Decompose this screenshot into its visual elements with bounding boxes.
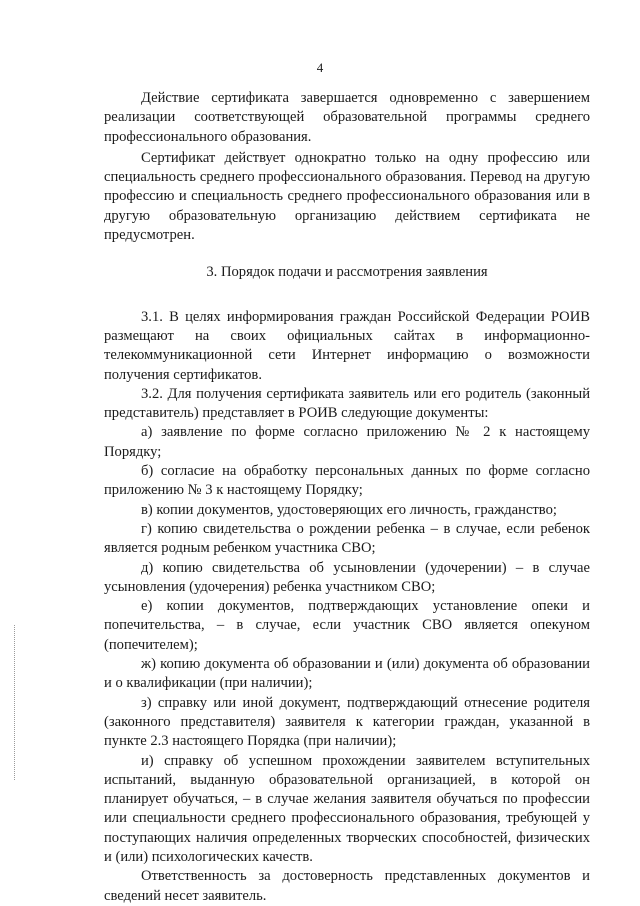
section-heading: 3. Порядок подачи и рассмотрения заявления bbox=[206, 264, 488, 281]
paragraph-certificate-validity: Действие сертификата завершается одновременно с завершением реализации соответствующей образовательной программы среднего профессионального образования. bbox=[104, 90, 590, 145]
paragraph-3-2: 3.2. Для получения сертификата заявитель или его родитель (законный представитель) представляет в РОИВ следующие документы: bbox=[104, 385, 590, 422]
list-item-e: е) копии документов, подтверждающих установление опеки и попечительства, – в случае, если участник СВО является опекуном (попечителем); bbox=[104, 598, 590, 653]
list-item-z: з) справку или иной документ, подтверждающий отнесение родителя (законного представителя) заявителя к категории граждан, указанной в пункте 2.3 настоящего Порядка (при наличии); bbox=[104, 694, 590, 750]
list-item-v: в) копии документов, удостоверяющих его личность, гражданство; bbox=[141, 501, 557, 518]
list-item-i: и) справку об успешном прохождении заявителем вступительных испытаний, выданную образовательной организацией, в которой он планирует обучаться, – в случае желания заявителя обучаться по профессии или специальности среднего профессионального образования, требующей у поступающих наличия определенных творческих способностей, физических и (или) психологических качеств. bbox=[104, 752, 590, 865]
list-item-zh: ж) копию документа об образовании и (или) документа об образовании и о квалификации (при наличии); bbox=[104, 656, 590, 692]
paragraph-certificate-single-use: Сертификат действует однократно только на одну профессию или специальность среднего профессионального образования. Перевод на другую профессию и специальность среднего профессионального образования или в другую образовательную организацию действием сертификата не предусмотрен. bbox=[104, 149, 590, 244]
page-number: 4 bbox=[316, 60, 324, 75]
list-item-b: б) согласие на обработку персональных данных по форме согласно приложению № 3 к настоящему Порядку; bbox=[104, 463, 590, 499]
list-item-g: г) копию свидетельства о рождении ребенка – в случае, если ребенок является родным ребенком участника СВО; bbox=[104, 520, 590, 557]
list-item-d: д) копию свидетельства об усыновлении (удочерении) – в случае усыновления (удочерения) ребенка участником СВО; bbox=[104, 559, 590, 595]
scan-edge-mark bbox=[14, 625, 16, 780]
list-item-a: а) заявление по форме согласно приложению № 2 к настоящему Порядку; bbox=[104, 424, 590, 460]
paragraph-responsibility: Ответственность за достоверность представленных документов и сведений несет заявитель. bbox=[104, 868, 590, 904]
paragraph-3-1: 3.1. В целях информирования граждан Российской Федерации РОИВ размещают на своих официальных сайтах в информационно-телекоммуникационной сети Интернет информацию о возможности получения сертификатов. bbox=[104, 308, 590, 383]
document-body bbox=[104, 89, 590, 906]
